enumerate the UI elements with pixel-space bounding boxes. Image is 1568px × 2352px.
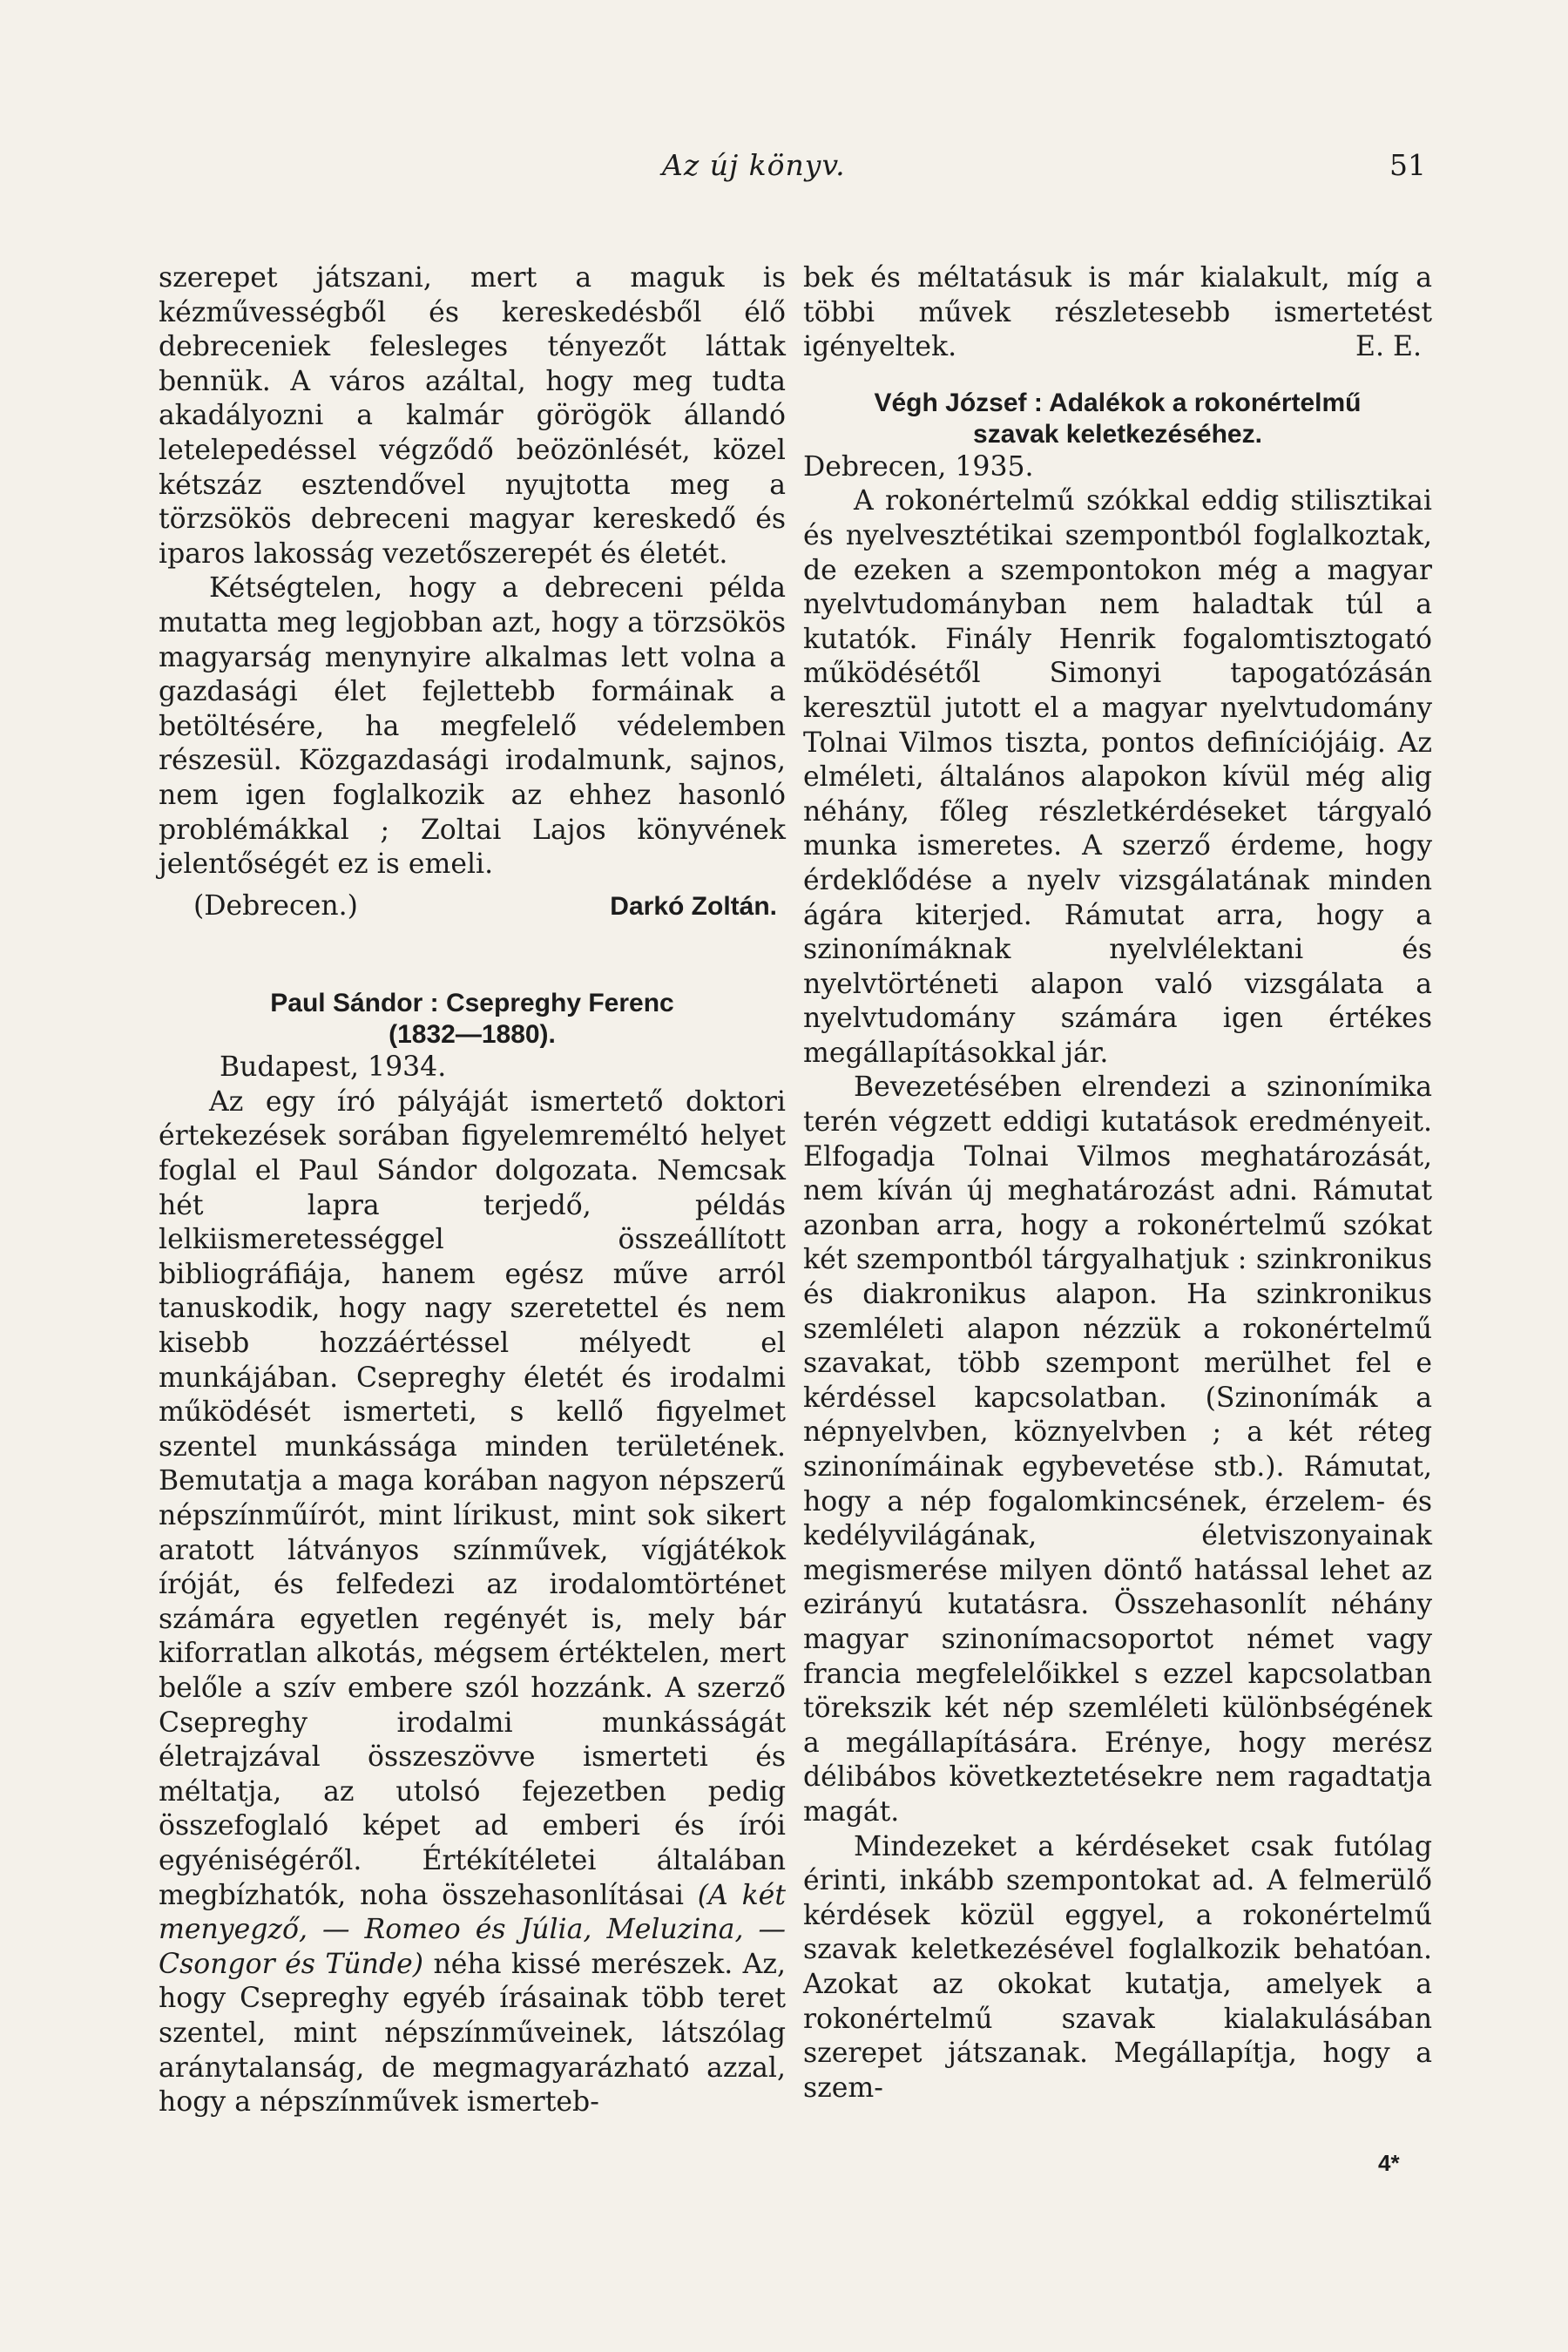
review-heading bbox=[803, 388, 1432, 450]
page-number: 51 bbox=[1389, 148, 1426, 182]
paragraph-text: néha kissé merészek. Az, hogy Csepreghy egyéb írásainak több teret szentel, mint népszínműveinek, látszólag aránytalanság, de megmagyarázható azzal, hogy a népszínművek ismerteb- bbox=[159, 1948, 786, 2119]
paragraph: Mindezeket a kérdéseket csak futólag érinti, inkább szempontokat ad. A felmerülő kérdések közül eggyel, a rokonértelmű szavak keletkezésével foglalkozik behatóan. Azokat az okokat kutatja, amelyek a rokonértelmű szavak kialakulásában szerepet játszanak. Megállapítja, hogy a szem- bbox=[803, 1830, 1432, 2104]
review-place-date: Budapest, 1934. bbox=[220, 1051, 447, 1084]
left-column bbox=[159, 261, 786, 2120]
paragraph: Kétségtelen, hogy a debreceni példa mutatta meg legjobban azt, hogy a törzsökös magyarság menynyire alkalmas lett volna a gazdasági élet fejlettebb formáinak a betöltésére, ha megfelelő védelemben részesül. Közgazdasági irodalmunk, sajnos, nem igen foglalkozik az ehhez hasonló problémákkal ; Zoltai Lajos könyvének jelentőségét ez is emeli. bbox=[159, 572, 786, 881]
paragraph: A rokonértelmű szókkal eddig stilisztikai és nyelvesztétikai szempontból foglalkoztak, de ezeken a szempontokon még a magyar nyelvtudományban nem haladtak túl a kutatók. Finály Henrik fogalomtisztogató működésétől Simonyi tapogatózásán keresztül jutott el a magyar nyelvtudomány Tolnai Vilmos tiszta, pontos definíciójáig. Az elméleti, általános alapokon kívül még alig néhány, főleg részletkérdéseket tárgyaló munka ismeretes. A szerző érdeme, hogy érdeklődése a nyelv vizsgálatának minden ágára kiterjed. Rámutat arra, hogy a szinonímáknak nyelvlélektani és nyelvtörténeti alapon való vizsgálata a nyelvtudomány számára igen értékes megállapításokkal jár. bbox=[803, 485, 1432, 1069]
signature-place: (Debrecen.) bbox=[193, 889, 358, 922]
paragraph-text: Az egy író pályáját ismertető doktori értekezések sorában figyelemreméltó helyet foglal el Paul Sándor dolgozata. Nemcsak hét lapra terjedő, példás lelkiismeretességgel összeállított bibliográfiája, hanem egész műve arról tanuskodik, hogy nagy szeretettel és nem kisebb hozzáértéssel mélyedt el munkájában. Csepreghy életét és irodalmi működését ismerteti, s kellő figyelmet szentel munkássága minden területének. Bemutatja a maga korában nagyon népszerű népszínműírót, mint lírikust, mint sok sikert aratott látványos színművek, vígjátékok íróját, és felfedezi az irodalomtörténet számára egyetlen regényét is, mely bár kiforratlan alkotás, mégsem értéktelen, mert belőle a szív embere szól hozzánk. A szerző Csepreghy irodalmi munkásságát életrajzával összeszövve ismerteti és méltatja, az utolsó fejezetben pedig összefoglaló képet ad emberi és írói egyéniségéről. Értékítéletei általában megbízhatók, noha összehasonlításai bbox=[159, 1085, 786, 1911]
review-heading-line: Végh József : Adalékok a rokonértelmű bbox=[874, 388, 1362, 417]
paragraph bbox=[159, 1085, 786, 2120]
right-column bbox=[803, 261, 1432, 2105]
signature-author: Darkó Zoltán. bbox=[610, 891, 777, 921]
review-initials: E. E. bbox=[1355, 331, 1422, 363]
review-heading-line: Paul Sándor : Csepreghy Ferenc bbox=[270, 989, 674, 1018]
review-heading-line: szavak keletkezéséhez. bbox=[973, 419, 1262, 449]
italic-titles: (A két menyegző, — Romeo és Júlia, Meluzina, — Csongor és Tünde) bbox=[159, 1879, 786, 1980]
running-head-title: Az új könyv. bbox=[662, 148, 846, 182]
paragraph: bek és méltatásuk is már kialakult, míg a többi művek részletesebb ismertetést igényeltek. bbox=[803, 262, 1432, 363]
review-place-date: Debrecen, 1935. bbox=[803, 450, 1034, 483]
review-heading bbox=[159, 988, 786, 1051]
review-heading-line: (1832—1880). bbox=[389, 1020, 556, 1050]
paragraph: szerepet játszani, mert a maguk is kézművességből és kereskedésből élő debreceniek felesleges tényezőt láttak bennük. A város azáltal, hogy meg tudta akadályozni a kalmár görögök állandó letelepedéssel végződő beözönlését, közel kétszáz esztendővel nyujtotta meg a törzsökös debreceni magyar kereskedő és iparos lakosság vezetőszerepét és életét. bbox=[159, 262, 786, 570]
printer-signature-mark: 4* bbox=[1378, 2150, 1400, 2176]
paragraph: Bevezetésében elrendezi a szinonímika terén végzett eddigi kutatások eredményeit. Elfogadja Tolnai Vilmos meghatározását, nem kíván új meghatározást adni. Rámutat azonban arra, hogy a rokonértelmű szókat két szempontból tárgyalhatjuk : szinkronikus és diakronikus alapon. Ha szinkronikus szemléleti alapon nézzük a rokonértelmű szavakat, több szempont merülhet fel e kérdéssel kapcsolatban. (Szinonímák a népnyelvben, köznyelvben ; a két réteg szinonímáinak egybevetése stb.). Rámutat, hogy a nép fogalomkincsének, érzelem- és kedélyvilágának, életviszonyainak megismerése milyen döntő hatással lehet az ezirányú kutatásra. Összehasonlít néhány magyar szinonímacsoportot német vagy francia megfelelőikkel s ezzel kapcsolatban törekszik két nép szemléleti különbségének a megállapítására. Erénye, hogy merész délibábos következtetésekre nem ragadtatja magát. bbox=[803, 1071, 1432, 1828]
review-signature bbox=[159, 889, 786, 924]
running-head bbox=[0, 148, 1568, 192]
